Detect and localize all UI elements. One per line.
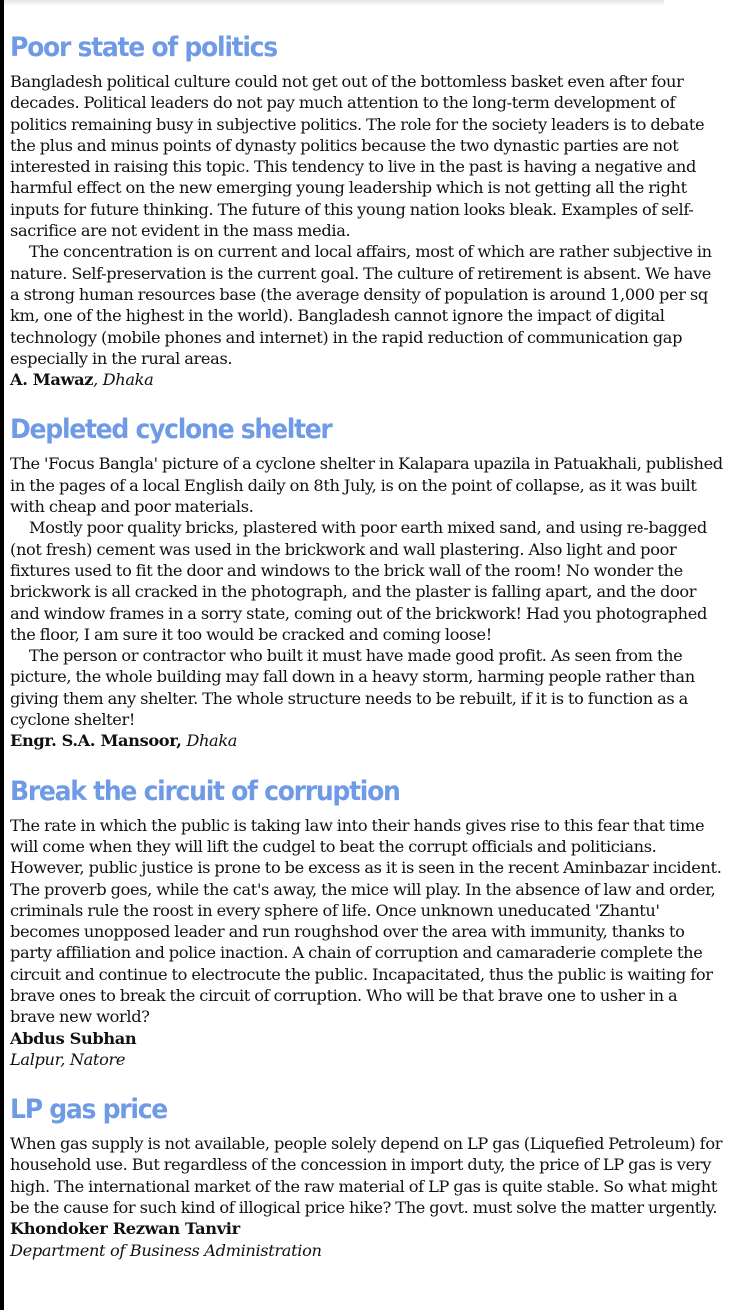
letter-title: Depleted cyclone shelter	[10, 414, 332, 446]
letter-poor-state-of-politics	[10, 28, 724, 390]
letter-depleted-cyclone-shelter	[10, 410, 724, 751]
author-name: Khondoker Rezwan Tanvir	[10, 1219, 240, 1239]
letter-break-the-circuit-of-corruption	[10, 772, 724, 1071]
left-margin-rule	[0, 0, 4, 1310]
letter-paragraph: The concentration is on current and local affairs, most of which are rather subjective in nature. Self-preservation is the current goal. The culture of retirement is absent. We have a strong human resources base (the average density of population is around 1,000 per sq km, one of the highest in the world). Bangladesh cannot ignore the impact of digital technology (mobile phones and internet) in the rapid reduction of communication gap especially in the rural areas.	[10, 242, 712, 368]
top-edge-shadow	[4, 0, 664, 6]
letter-title: Poor state of politics	[10, 32, 277, 63]
letter-title: Break the circuit of corruption	[10, 775, 400, 807]
author-location: Lalpur, Natore	[10, 1049, 126, 1069]
letter-paragraph: Bangladesh political culture could not get out of the bottomless basket even after four decades. Political leaders do not pay much attention to the long-term development of politics remaining busy in subjective politics. The role for the society leaders is to debate the plus and minus points of dynasty politics because the two dynastic parties are not interested in raising this topic. This tendency to live in the past is having a negative and harmful effect on the new emerging young leadership which is not getting all the right inputs for future thinking. The future of this young nation looks bleak. Examples of self-sacrifice are not evident in the mass media.	[10, 72, 705, 241]
letter-lp-gas-price	[10, 1090, 724, 1261]
author-location: , Dhaka	[93, 370, 154, 390]
letter-title: LP gas price	[10, 1094, 168, 1126]
letter-signature	[10, 369, 724, 390]
letter-paragraph: The person or contractor who built it must have made good profit. As seen from the picture, the whole building may fall down in a heavy storm, harming people rather than giving them any shelter. The whole structure needs to be rebuilt, if it is to function as a cyclone shelter!	[10, 646, 695, 730]
letter-paragraph: The 'Focus Bangla' picture of a cyclone shelter in Kalapara upazila in Patuakhali, published in the pages of a local English daily on 8th July, is on the point of collapse, as it was built with cheap and poor materials.	[10, 454, 723, 517]
author-location: Department of Business Administration	[10, 1240, 322, 1260]
letter-signature	[10, 730, 724, 751]
author-location: Dhaka	[181, 731, 238, 751]
letter-signature-location	[10, 1049, 724, 1070]
author-name: A. Mawaz	[10, 370, 94, 390]
letters-page	[10, 28, 724, 1281]
letter-signature	[10, 1218, 724, 1239]
author-name: Engr. S.A. Mansoor,	[10, 731, 182, 751]
letter-signature-location	[10, 1240, 724, 1261]
letter-paragraph: The rate in which the public is taking law into their hands gives rise to this fear that time will come when they will lift the cudgel to beat the corrupt officials and politicians. However, public justice is prone to be excess as it is seen in the recent Aminbazar incident. The proverb goes, while the cat's away, the mice will play. In the absence of law and order, criminals rule the roost in every sphere of life. Once unknown uneducated 'Zhantu' becomes unopposed leader and run roughshod over the area with immunity, thanks to party affiliation and police inaction. A chain of corruption and camaraderie complete the circuit and continue to electrocute the public. Incapacitated, thus the public is waiting for brave ones to break the circuit of corruption. Who will be that brave one to usher in a brave new world?	[10, 815, 722, 1027]
letter-paragraph: Mostly poor quality bricks, plastered with poor earth mixed sand, and using re-bagged (not fresh) cement was used in the brickwork and wall plastering. Also light and poor fixtures used to fit the door and windows to the brick wall of the room! No wonder the brickwork is all cracked in the photograph, and the plaster is falling apart, and the door and window frames in a sorry state, coming out of the brickwork! Had you photographed the floor, I am sure it too would be cracked and coming loose!	[10, 518, 707, 644]
letter-paragraph: When gas supply is not available, people solely depend on LP gas (Liquefied Petroleum) for household use. But regardless of the concession in import duty, the price of LP gas is very high. The international market of the raw material of LP gas is quite stable. So what might be the cause for such kind of illogical price hike? The govt. must solve the matter urgently.	[10, 1134, 723, 1218]
letter-signature	[10, 1028, 724, 1049]
author-name: Abdus Subhan	[10, 1028, 137, 1048]
